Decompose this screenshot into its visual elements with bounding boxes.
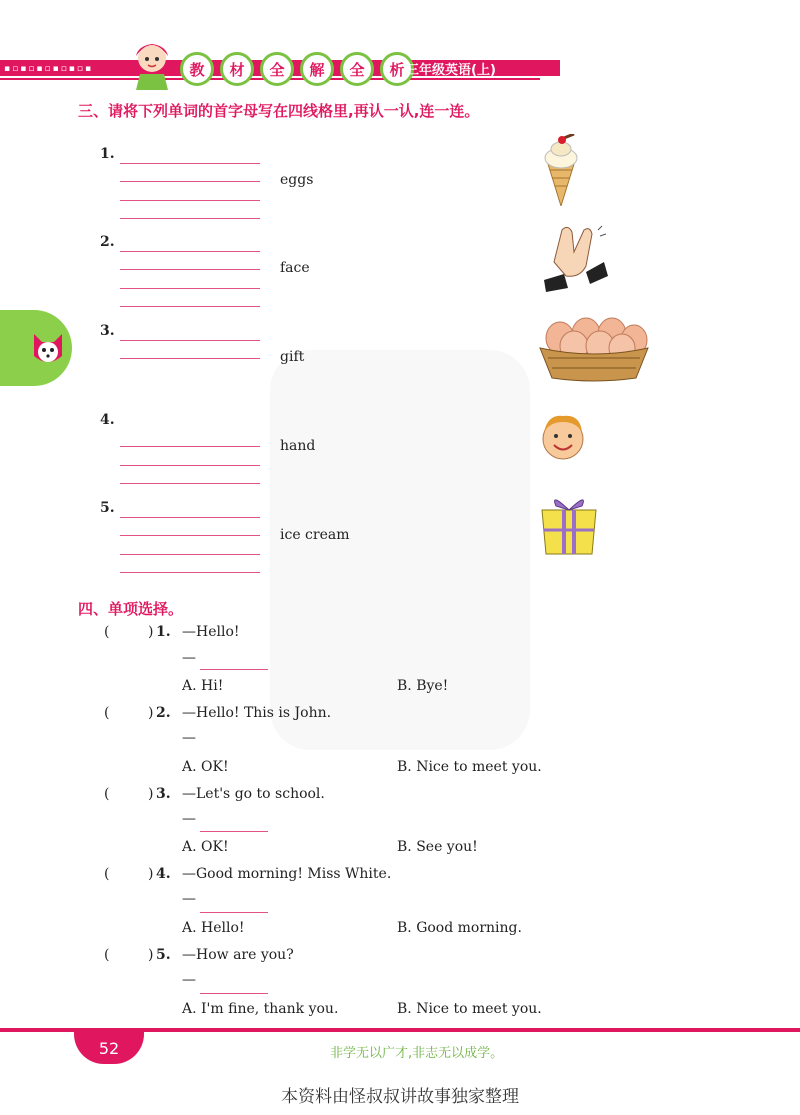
motto: 非学无以广才,非志无以成学。 xyxy=(330,1046,504,1061)
pencil-icon xyxy=(520,60,560,76)
answer-paren-open: ( xyxy=(104,624,110,640)
answer-paren-open: ( xyxy=(104,705,110,721)
answer-paren-close: ) xyxy=(148,866,154,882)
answer-paren-open: ( xyxy=(104,786,110,802)
response-dash: — xyxy=(182,972,196,988)
four-line-grid[interactable] xyxy=(120,233,260,307)
word-label: face xyxy=(280,260,310,276)
answer-paren-close: ) xyxy=(148,705,154,721)
four-line-grid[interactable] xyxy=(120,322,260,394)
answer-paren-open: ( xyxy=(104,947,110,963)
ice-cream-icon xyxy=(538,134,584,206)
question-prompt: —Good morning! Miss White. xyxy=(182,866,392,882)
question-prompt: —Hello! This is John. xyxy=(182,705,332,721)
response-dash: — xyxy=(182,730,196,746)
response-dash: — xyxy=(182,891,196,907)
item-number: 1. xyxy=(100,146,115,162)
answer-line[interactable] xyxy=(200,830,268,832)
question-number: 3. xyxy=(156,786,171,802)
option-a: A. I'm fine, thank you. xyxy=(182,1001,339,1017)
option-b: B. See you! xyxy=(397,839,478,855)
clapping-hands-icon xyxy=(540,222,610,292)
answer-paren-close: ) xyxy=(148,947,154,963)
header-pattern: ▪▫▪▫▪▫▪▫▪▫▪ xyxy=(4,64,94,74)
answer-paren-open: ( xyxy=(104,866,110,882)
question-number: 5. xyxy=(156,947,171,963)
option-b: B. Bye! xyxy=(397,678,449,694)
title-char: 全 xyxy=(260,52,294,86)
response-dash: — xyxy=(182,650,196,666)
word-label: gift xyxy=(280,349,305,365)
answer-paren-close: ) xyxy=(148,786,154,802)
question-number: 2. xyxy=(156,705,171,721)
four-line-grid[interactable] xyxy=(120,499,260,573)
title-char: 全 xyxy=(340,52,374,86)
girl-mascot-icon xyxy=(126,38,178,90)
question-prompt: —Hello! xyxy=(182,624,240,640)
title-char: 教 xyxy=(180,52,214,86)
four-line-grid[interactable] xyxy=(120,145,260,219)
item-number: 2. xyxy=(100,234,115,250)
option-b: B. Good morning. xyxy=(397,920,522,936)
credit-line: 本资料由怪叔叔讲故事独家整理 xyxy=(281,1087,519,1107)
option-b: B. Nice to meet you. xyxy=(397,759,542,775)
title-char: 析 xyxy=(380,52,414,86)
question-number: 1. xyxy=(156,624,171,640)
answer-line[interactable] xyxy=(200,668,268,670)
question-prompt: —Let's go to school. xyxy=(182,786,325,802)
option-a: A. Hello! xyxy=(182,920,245,936)
title-char: 材 xyxy=(220,52,254,86)
section4-title: 四、单项选择。 xyxy=(78,600,184,618)
four-line-grid[interactable] xyxy=(120,411,260,484)
answer-line[interactable] xyxy=(200,992,268,994)
option-a: A. OK! xyxy=(182,759,229,775)
item-number: 3. xyxy=(100,323,115,339)
title-char: 解 xyxy=(300,52,334,86)
fox-mascot-icon xyxy=(28,328,68,368)
answer-paren-close: ) xyxy=(148,624,154,640)
section3-title: 三、请将下列单词的首字母写在四线格里,再认一认,连一连。 xyxy=(78,102,480,120)
word-label: ice cream xyxy=(280,527,350,543)
option-a: A. OK! xyxy=(182,839,229,855)
question-prompt: —How are you? xyxy=(182,947,294,963)
option-b: B. Nice to meet you. xyxy=(397,1001,542,1017)
gift-box-icon xyxy=(538,492,600,556)
word-label: hand xyxy=(280,438,316,454)
egg-basket-icon xyxy=(538,312,650,382)
grade-label: 三年级英语(上) xyxy=(406,63,496,78)
answer-line[interactable] xyxy=(200,911,268,913)
item-number: 5. xyxy=(100,500,115,516)
word-label: eggs xyxy=(280,172,314,188)
item-number: 4. xyxy=(100,412,115,428)
option-a: A. Hi! xyxy=(182,678,224,694)
page-number: 52 xyxy=(74,1032,144,1064)
book-title xyxy=(180,52,414,86)
smiling-face-icon xyxy=(538,412,588,462)
question-number: 4. xyxy=(156,866,171,882)
response-dash: — xyxy=(182,811,196,827)
